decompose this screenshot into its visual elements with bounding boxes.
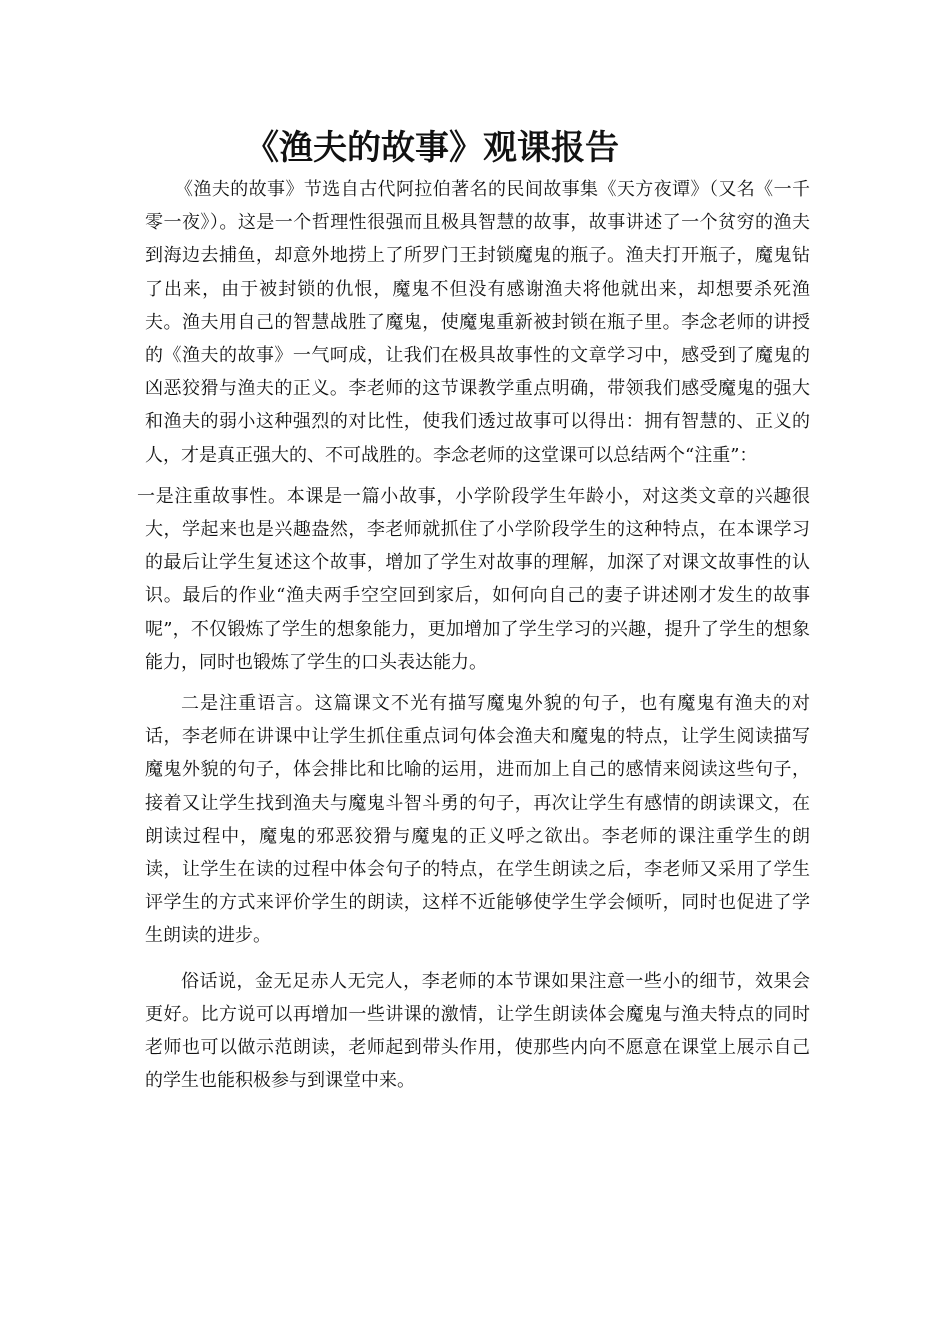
paragraph-language-focus: 二是注重语言。这篇课文不光有描写魔鬼外貌的句子，也有魔鬼有渔夫的对话，李老师在讲课中让学生抓住重点词句体会渔夫和魔鬼的特点，让学生阅读描写魔鬼外貌的句子，体会排比和比喻的运用，进而加上自己的感情来阅读这些句子，接着又让学生找到渔夫与魔鬼斗智斗勇的句子，再次让学生有感情的朗读课文，在朗读过程中，魔鬼的邪恶狡猾与魔鬼的正义呼之欲出。李老师的课注重学生的朗读，让学生在读的过程中体会句子的特点，在学生朗读之后，李老师又采用了学生评学生的方式来评价学生的朗读，这样不近能够使学生学会倾听，同时也促进了学生朗读的进步。 [145, 693, 810, 947]
paragraph-suggestion: 俗话说，金无足赤人无完人，李老师的本节课如果注意一些小的细节，效果会更好。比方说可以再增加一些讲课的激情，让学生朗读体会魔鬼与渔夫特点的同时老师也可以做示范朗读，老师起到带头作用，使那些内向不愿意在课堂上展示自己的学生也能积极参与到课堂中来。 [145, 970, 810, 1092]
document-title: 《渔夫的故事》观课报告 [245, 128, 619, 168]
document-body [137, 173, 810, 1097]
paragraph-intro: 《渔夫的故事》节选自古代阿拉伯著名的民间故事集《天方夜谭》（又名《一千零一夜》）。这是一个哲理性很强而且极具智慧的故事，故事讲述了一个贫穷的渔夫到海边去捕鱼，却意外地捞上了所罗门王封锁魔鬼的瓶子。渔夫打开瓶子，魔鬼钻了出来，由于被封锁的仇恨，魔鬼不但没有感谢渔夫将他就出来，却想要杀死渔夫。渔夫用自己的智慧战胜了魔鬼，使魔鬼重新被封锁在瓶子里。李念老师的讲授的《渔夫的故事》一气呵成，让我们在极具故事性的文章学习中，感受到了魔鬼的凶恶狡猾与渔夫的正义。李老师的这节课教学重点明确，带领我们感受魔鬼的强大和渔夫的弱小这种强烈的对比性，使我们透过故事可以得出：拥有智慧的、正义的人，才是真正强大的、不可战胜的。李念老师的这堂课可以总结两个“注重”： [145, 179, 810, 466]
paragraph-story-focus: 一是注重故事性。本课是一篇小故事，小学阶段学生年龄小，对这类文章的兴趣很大，学起来也是兴趣盎然，李老师就抓住了小学阶段学生的这种特点，在本课学习的最后让学生复述这个故事，增加了学生对故事的理解，加深了对课文故事性的认识。最后的作业“渔夫两手空空回到家后，如何向自己的妻子讲述刚才发生的故事呢”，不仅锻炼了学生的想象能力，更加增加了学生学习的兴趣，提升了学生的想象能力，同时也锻炼了学生的口头表达能力。 [137, 485, 810, 673]
